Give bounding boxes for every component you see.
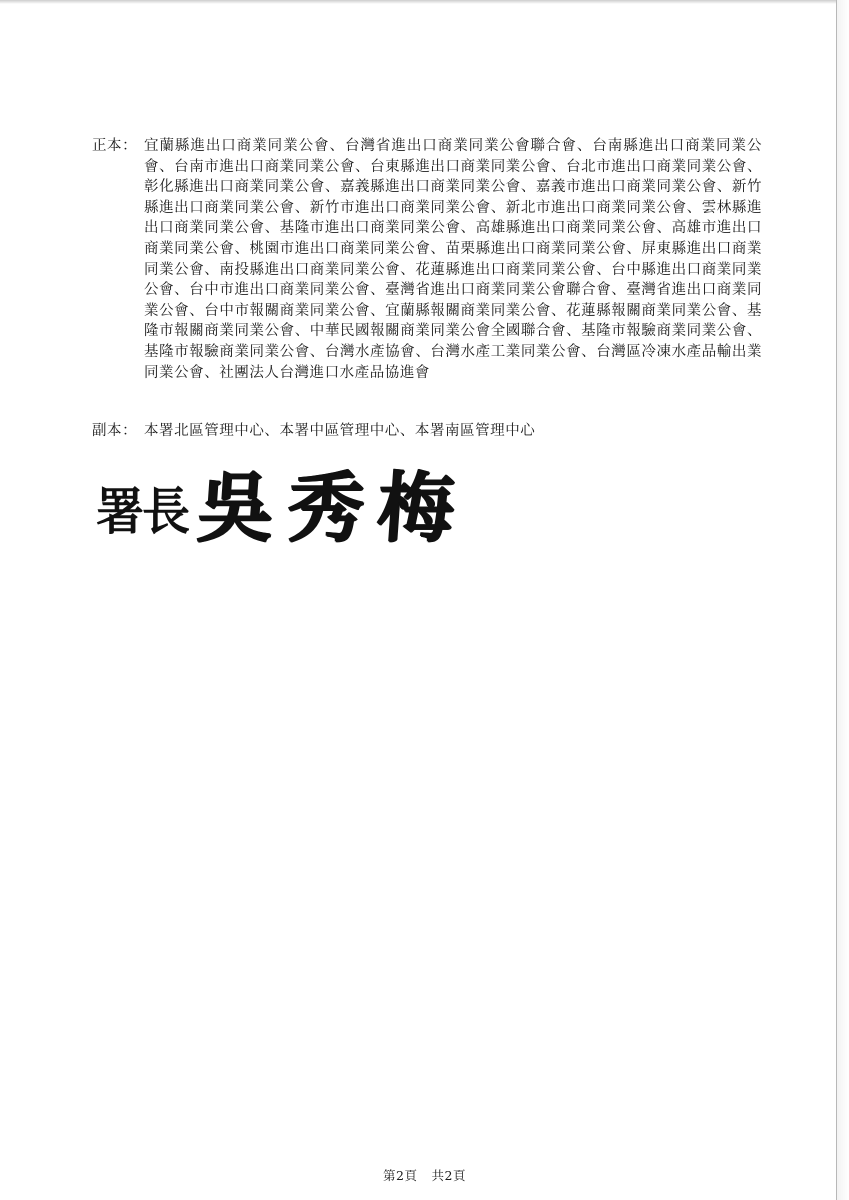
copy-recipients-section — [92, 421, 762, 442]
scan-edge-top — [0, 0, 849, 4]
scan-edge-right — [836, 0, 849, 1200]
signature-title: 署長 — [96, 482, 189, 542]
director-signature-stamp — [96, 452, 472, 552]
page-total: 共2頁 — [431, 1168, 466, 1183]
original-recipients-list: 宜蘭縣進出口商業同業公會、台灣省進出口商業同業公會聯合會、台南縣進出口商業同業公會、台南市進出口商業同業公會、台東縣進出口商業同業公會、台北市進出口商業同業公會、彰化縣進出口商業同業公會、嘉義縣進出口商業同業公會、嘉義市進出口商業同業公會、新竹縣進出口商業同業公會、新竹市進出口商業同業公會、新北市進出口商業同業公會、雲林縣進出口商業同業公會、基隆市進出口商業同業公會、高雄縣進出口商業同業公會、高雄市進出口商業同業公會、桃園市進出口商業同業公會、苗栗縣進出口商業同業公會、屏東縣進出口商業同業公會、南投縣進出口商業同業公會、花蓮縣進出口商業同業公會、台中縣進出口商業同業公會、台中市進出口商業同業公會、臺灣省進出口商業同業公會聯合會、臺灣省進出口商業同業公會、台中市報關商業同業公會、宜蘭縣報關商業同業公會、花蓮縣報關商業同業公會、基隆市報關商業同業公會、中華民國報關商業同業公會全國聯合會、基隆市報驗商業同業公會、基隆市報驗商業同業公會、台灣水產協會、台灣水產工業同業公會、台灣區冷凍水產品輸出業同業公會、社團法人台灣進口水產品協進會 — [144, 138, 762, 381]
page-current: 第2頁 — [383, 1168, 418, 1183]
page-footer — [0, 1166, 849, 1184]
original-recipients-section — [92, 136, 762, 383]
signature-name: 吳秀梅 — [194, 463, 472, 552]
copy-recipients-list: 本署北區管理中心、本署中區管理中心、本署南區管理中心 — [144, 423, 536, 439]
original-recipients-label: 正本： — [92, 138, 138, 154]
copy-recipients-label: 副本： — [92, 423, 138, 439]
